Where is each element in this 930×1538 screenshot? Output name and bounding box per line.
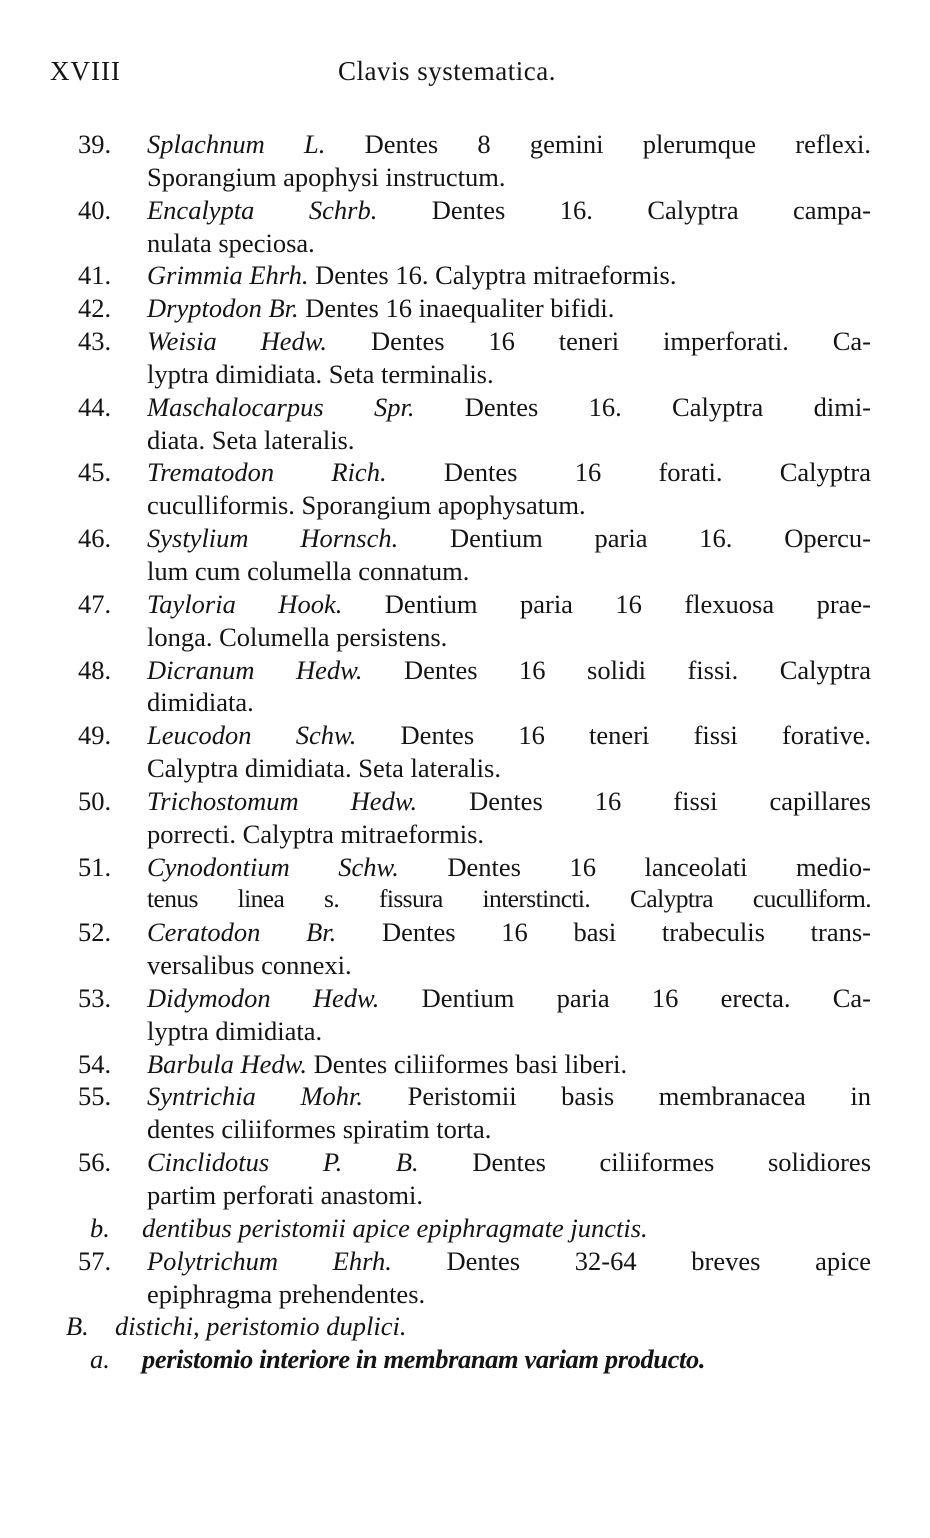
genus-name: Systylium Hornsch. [147, 523, 399, 554]
entry-number: 40. [78, 194, 112, 225]
entry-continuation-line [0, 358, 930, 391]
running-header [0, 56, 930, 96]
description: Dentium paria 16 flexuosa prae- [384, 588, 871, 619]
entry-line [0, 982, 930, 1015]
entry-continuation-line [0, 883, 930, 916]
description: Dentes 16 forati. Calyptra [443, 457, 871, 488]
entry-first-line [147, 654, 871, 687]
entry-line [0, 1245, 930, 1278]
genus-name: Syntrichia Mohr. [147, 1081, 364, 1112]
entry-line [0, 588, 930, 621]
entry-line [0, 259, 930, 292]
entry-line [0, 391, 930, 424]
entry-line [0, 1146, 930, 1179]
entry-continuation-line [0, 227, 930, 260]
entry-continuation-line [0, 424, 930, 457]
genus-name: Dicranum Hedw. [147, 654, 363, 685]
entry-number: 54. [78, 1048, 112, 1079]
entry-number: 50. [78, 785, 112, 816]
genus-name: Didymodon Hedw. [147, 982, 380, 1013]
section-B [0, 1310, 930, 1343]
genus-name: Polytrichum Ehrh. [147, 1245, 392, 1276]
description: Dentium paria 16 erecta. Ca- [421, 982, 871, 1013]
entry-continuation-line [0, 818, 930, 851]
subsection-text: peristomio interiore in membranam variam producto. [142, 1344, 706, 1375]
subsection-label: b. [90, 1212, 110, 1243]
genus-name: Cinclidotus P. B. [147, 1147, 419, 1178]
entry-line [0, 916, 930, 949]
subsection-b [0, 1212, 930, 1245]
genus-name: Weisia Hedw. [147, 326, 328, 357]
entry-line [0, 851, 930, 884]
entry-number: 45. [78, 457, 112, 488]
entry-continuation-line [0, 1015, 930, 1048]
entry-continuation-line [0, 1179, 930, 1212]
entry-first-line [147, 456, 871, 489]
entry-first-line [147, 522, 871, 555]
description: Dentes 8 gemini plerumque reflexi. [364, 129, 871, 159]
entry-first-line [147, 128, 871, 161]
description: Dentes 16 solidi fissi. Calyptra [403, 654, 871, 685]
description-continuation: lyptra dimidiata. [147, 1015, 323, 1046]
description: Dentes 16 lanceolati medio- [447, 851, 871, 882]
description: Dentes 16 teneri imperforati. Ca- [370, 326, 871, 357]
description: Dentium paria 16. Opercu- [450, 523, 871, 554]
description: Dentes ciliiformes solidiores [472, 1147, 871, 1178]
description: Dentes 16 fissi capillares [469, 785, 871, 816]
entry-line [0, 194, 930, 227]
entry-line [0, 1048, 930, 1081]
description-continuation: Calyptra dimidiata. Seta lateralis. [147, 753, 501, 784]
entry-number: 39. [78, 129, 112, 159]
entry-continuation-line [0, 621, 930, 654]
description-continuation: dentes ciliiformes spiratim torta. [147, 1114, 492, 1145]
description: Dentes 16 basi trabeculis trans- [382, 917, 871, 948]
entry-first-line [147, 325, 871, 358]
entry-number: 48. [78, 654, 112, 685]
description-continuation: Sporangium apophysi instructum. [147, 161, 506, 192]
entry-first-line [147, 982, 871, 1015]
description-continuation: partim perforati anastomi. [147, 1180, 423, 1210]
genus-name: Dryptodon Br. [147, 293, 299, 324]
entry-line [0, 654, 930, 687]
genus-name: Barbula Hedw. [147, 1048, 307, 1079]
description: Dentes 16. Calyptra dimi- [464, 391, 871, 422]
description-continuation: versalibus connexi. [147, 950, 352, 981]
entry-number: 42. [78, 293, 112, 324]
entry-continuation-line [0, 1113, 930, 1146]
section-label: B. [66, 1311, 89, 1342]
entry-first-line [147, 588, 871, 621]
description-continuation: nulata speciosa. [147, 227, 315, 258]
description: Dentes 16. Calyptra campa- [431, 194, 871, 225]
entry-first-line [147, 916, 871, 949]
entry-number: 44. [78, 391, 112, 422]
description: Dentes 16 inaequaliter bifidi. [305, 293, 615, 324]
entry-line [0, 785, 930, 818]
subsection-a [0, 1343, 930, 1376]
description: Peristomii basis membranacea in [407, 1081, 871, 1112]
description-continuation: lum cum columella connatum. [147, 555, 470, 586]
genus-name: Splachnum L. [147, 129, 326, 159]
entry-first-line [147, 292, 871, 325]
genus-name: Ceratodon Br. [147, 917, 337, 948]
entry-first-line [147, 391, 871, 424]
description-continuation: porrecti. Calyptra mitraeformis. [147, 818, 485, 849]
entry-line [0, 456, 930, 489]
entry-number: 51. [78, 851, 112, 882]
entry-line [0, 292, 930, 325]
genus-name: Tayloria Hook. [147, 588, 343, 619]
entry-continuation-line [0, 752, 930, 785]
subsection-label: a. [90, 1344, 110, 1375]
description: Dentes 32-64 breves apice [446, 1245, 871, 1276]
entry-number: 53. [78, 982, 112, 1013]
section-text: distichi, peristomio duplici. [115, 1311, 407, 1342]
genus-name: Grimmia Ehrh. [147, 260, 309, 291]
entry-first-line [147, 259, 871, 292]
entry-first-line [147, 1245, 871, 1278]
description: Dentes ciliiformes basi liberi. [313, 1048, 628, 1079]
description: Dentes 16. Calyptra mitraeformis. [315, 260, 677, 291]
running-title: Clavis systematica. [338, 56, 556, 86]
entry-first-line [147, 719, 871, 752]
description: Dentes 16 teneri fissi forative. [400, 720, 871, 751]
page-number: XVIII [50, 56, 121, 86]
entry-continuation-line [0, 555, 930, 588]
entry-number: 52. [78, 917, 112, 948]
description-continuation: cuculliformis. Sporangium apophysatum. [147, 490, 586, 521]
entry-line [0, 128, 930, 161]
entry-continuation-line [0, 1278, 930, 1311]
entry-number: 55. [78, 1081, 112, 1112]
description-continuation: diata. Seta lateralis. [147, 424, 355, 455]
entry-number: 49. [78, 720, 112, 751]
description-continuation: tenus linea s. fissura interstincti. Calyptra cuculliform. [147, 884, 871, 914]
genus-name: Trichostomum Hedw. [147, 785, 418, 816]
genus-name: Leucodon Schw. [147, 720, 357, 751]
entry-continuation-line [0, 161, 930, 194]
entry-continuation-line [0, 489, 930, 522]
description-continuation: dimidiata. [147, 687, 254, 718]
entry-number: 47. [78, 588, 112, 619]
entry-first-line [147, 1146, 871, 1179]
subsection-text: dentibus peristomii apice epiphragmate junctis. [142, 1212, 648, 1243]
description-continuation: longa. Columella persistens. [147, 621, 448, 652]
genus-name: Trematodon Rich. [147, 457, 387, 488]
description-continuation: epiphragma prehendentes. [147, 1278, 426, 1309]
entry-continuation-line [0, 686, 930, 719]
entry-number: 46. [78, 523, 112, 554]
genus-name: Maschalocarpus Spr. [147, 391, 415, 422]
page-body [0, 128, 930, 1376]
description-continuation: lyptra dimidiata. Seta terminalis. [147, 358, 494, 389]
entry-number: 57. [78, 1245, 112, 1276]
entry-line [0, 1080, 930, 1113]
entry-number: 56. [78, 1147, 112, 1178]
genus-name: Encalypta Schrb. [147, 194, 378, 225]
entry-first-line [147, 194, 871, 227]
entry-first-line [147, 785, 871, 818]
entry-first-line [147, 851, 871, 884]
entry-line [0, 522, 930, 555]
entry-continuation-line [0, 949, 930, 982]
entry-number: 43. [78, 326, 112, 357]
entry-line [0, 719, 930, 752]
entry-first-line [147, 1048, 871, 1081]
entry-number: 41. [78, 260, 112, 291]
entry-first-line [147, 1080, 871, 1113]
genus-name: Cynodontium Schw. [147, 851, 399, 882]
entry-line [0, 325, 930, 358]
